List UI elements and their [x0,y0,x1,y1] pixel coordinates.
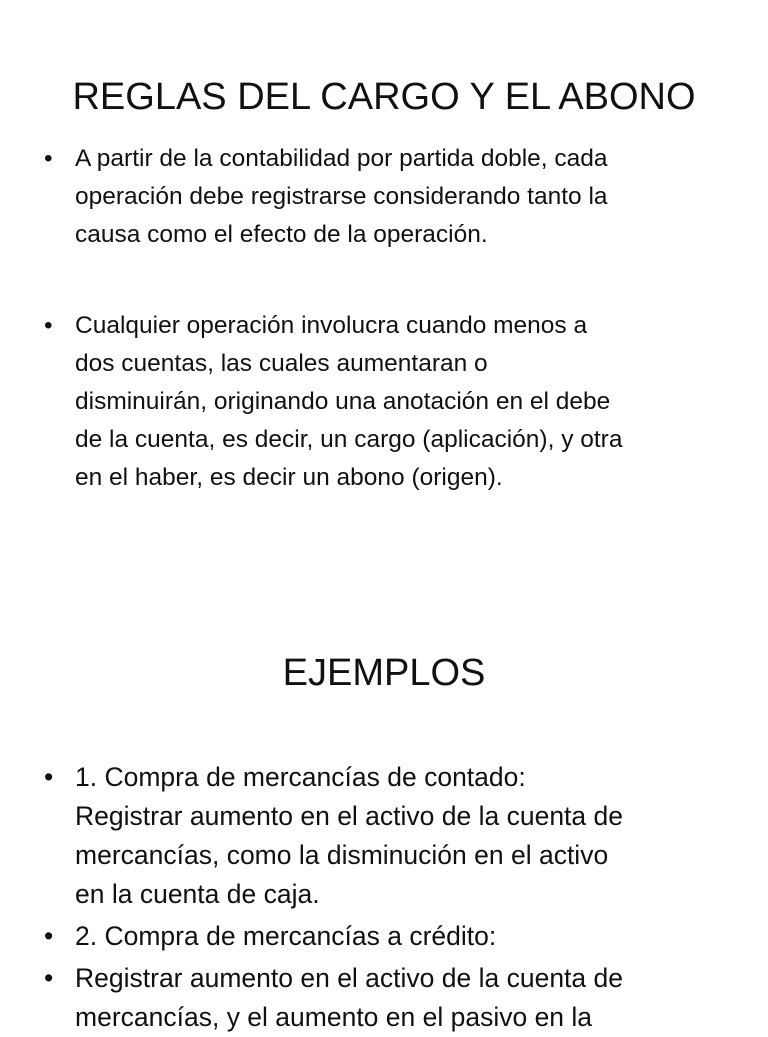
bullet-item [44,758,734,914]
slide-ejemplos [0,600,768,1032]
slide-title: REGLAS DEL CARGO Y EL ABONO [72,76,696,119]
bullet-line: Cualquier operación involucra cuando menos a [75,312,588,339]
bullet-line: A partir de la contabilidad por partida doble, cada [75,145,608,172]
bullet-line: de la cuenta, es decir, un cargo (aplicación), y otra [75,426,623,453]
bullet-line: mercancías, y el aumento en el pasivo en la [75,1002,593,1032]
bullet-line: Registrar aumento en el activo de la cuenta de [75,963,623,993]
slide-title: EJEMPLOS [282,652,486,695]
bullet-dot: • [44,963,54,993]
bullet-line: 2. Compra de mercancías a crédito: [75,921,497,951]
bullet-dot: • [44,312,53,339]
bullet-line: 1. Compra de mercancías de contado: [75,762,526,792]
bullet-line: mercancías, como la disminución en el activo [75,840,609,870]
bullet-item [44,917,734,956]
bullet-list [44,140,734,497]
bullet-line: Registrar aumento en el activo de la cuenta de [75,801,623,831]
bullet-line: en la cuenta de caja. [75,879,320,909]
bullet-line: causa como el efecto de la operación. [75,221,488,248]
bullet-line: disminuirán, originando una anotación en el debe [75,388,611,415]
bullet-list [44,758,734,1037]
bullet-item [44,959,734,1037]
bullet-dot: • [44,921,54,951]
bullet-line: operación debe registrarse considerando tanto la [75,183,608,210]
bullet-line: dos cuentas, las cuales aumentaran o [75,350,488,377]
bullet-item [44,140,734,254]
bullet-item [44,307,734,497]
bullet-line: en el haber, es decir un abono (origen). [75,464,503,491]
bullet-dot: • [44,145,53,172]
bullet-dot: • [44,762,54,792]
